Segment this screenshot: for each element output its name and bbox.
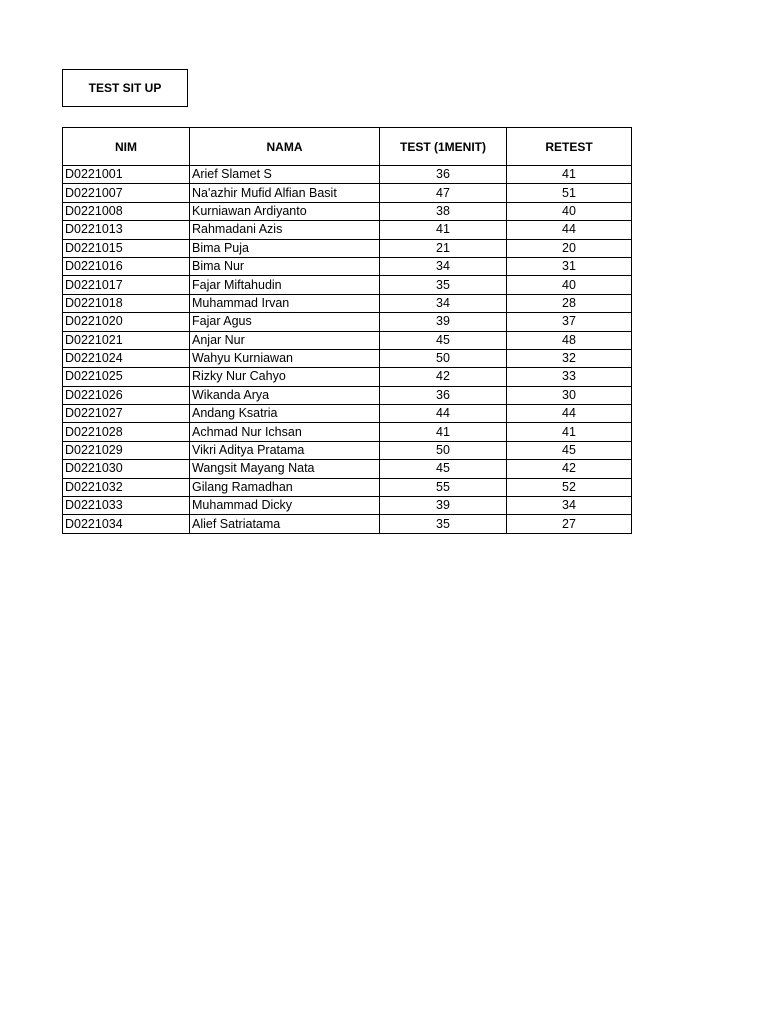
cell-nama: Muhammad Irvan (190, 294, 380, 312)
cell-nim: D0221028 (63, 423, 190, 441)
table-row (63, 386, 632, 404)
cell-test: 41 (380, 221, 507, 239)
cell-nim: D0221017 (63, 276, 190, 294)
cell-nama: Bima Nur (190, 257, 380, 275)
cell-nama: Gilang Ramadhan (190, 478, 380, 496)
cell-nim: D0221013 (63, 221, 190, 239)
cell-test: 38 (380, 202, 507, 220)
cell-nama: Bima Puja (190, 239, 380, 257)
cell-nama: Andang Ksatria (190, 405, 380, 423)
table-row (63, 257, 632, 275)
cell-test: 50 (380, 441, 507, 459)
cell-nama: Na'azhir Mufid Alfian Basit (190, 184, 380, 202)
table-row (63, 423, 632, 441)
table-row (63, 497, 632, 515)
cell-test: 44 (380, 405, 507, 423)
cell-retest: 37 (507, 313, 632, 331)
cell-retest: 34 (507, 497, 632, 515)
table-row (63, 441, 632, 459)
cell-nama: Kurniawan Ardiyanto (190, 202, 380, 220)
cell-nama: Wahyu Kurniawan (190, 349, 380, 367)
cell-retest: 30 (507, 386, 632, 404)
cell-nim: D0221016 (63, 257, 190, 275)
cell-retest: 45 (507, 441, 632, 459)
cell-nama: Achmad Nur Ichsan (190, 423, 380, 441)
sheet-title: TEST SIT UP (62, 69, 188, 107)
sit-up-results-table (62, 127, 632, 534)
cell-nama: Vikri Aditya Pratama (190, 441, 380, 459)
cell-retest: 31 (507, 257, 632, 275)
cell-nama: Muhammad Dicky (190, 497, 380, 515)
cell-nama: Wikanda Arya (190, 386, 380, 404)
table-row (63, 313, 632, 331)
table-row (63, 405, 632, 423)
cell-nim: D0221026 (63, 386, 190, 404)
cell-nim: D0221032 (63, 478, 190, 496)
cell-test: 39 (380, 497, 507, 515)
table-row (63, 166, 632, 184)
cell-retest: 33 (507, 368, 632, 386)
cell-nim: D0221007 (63, 184, 190, 202)
cell-retest: 44 (507, 405, 632, 423)
table-row (63, 276, 632, 294)
cell-test: 55 (380, 478, 507, 496)
cell-retest: 40 (507, 276, 632, 294)
column-header-retest: RETEST (507, 128, 632, 166)
cell-nim: D0221001 (63, 166, 190, 184)
table-row (63, 331, 632, 349)
cell-retest: 41 (507, 166, 632, 184)
table-row (63, 515, 632, 533)
table-header-row (63, 128, 632, 166)
cell-retest: 44 (507, 221, 632, 239)
cell-retest: 42 (507, 460, 632, 478)
cell-nim: D0221033 (63, 497, 190, 515)
table-row (63, 221, 632, 239)
cell-retest: 48 (507, 331, 632, 349)
cell-nim: D0221027 (63, 405, 190, 423)
cell-nim: D0221008 (63, 202, 190, 220)
table-row (63, 184, 632, 202)
cell-test: 41 (380, 423, 507, 441)
cell-nim: D0221024 (63, 349, 190, 367)
cell-nim: D0221021 (63, 331, 190, 349)
cell-test: 21 (380, 239, 507, 257)
table-body (63, 166, 632, 534)
column-header-nim: NIM (63, 128, 190, 166)
cell-nim: D0221030 (63, 460, 190, 478)
cell-test: 35 (380, 515, 507, 533)
cell-test: 50 (380, 349, 507, 367)
cell-retest: 28 (507, 294, 632, 312)
cell-test: 45 (380, 331, 507, 349)
cell-nama: Rizky Nur Cahyo (190, 368, 380, 386)
cell-nim: D0221018 (63, 294, 190, 312)
cell-retest: 32 (507, 349, 632, 367)
cell-nim: D0221025 (63, 368, 190, 386)
cell-test: 36 (380, 166, 507, 184)
cell-nim: D0221020 (63, 313, 190, 331)
cell-retest: 40 (507, 202, 632, 220)
cell-retest: 52 (507, 478, 632, 496)
cell-test: 34 (380, 294, 507, 312)
cell-test: 39 (380, 313, 507, 331)
table-row (63, 478, 632, 496)
cell-nama: Anjar Nur (190, 331, 380, 349)
cell-nim: D0221015 (63, 239, 190, 257)
column-header-test: TEST (1MENIT) (380, 128, 507, 166)
cell-test: 35 (380, 276, 507, 294)
cell-nama: Rahmadani Azis (190, 221, 380, 239)
table-row (63, 294, 632, 312)
cell-nama: Alief Satriatama (190, 515, 380, 533)
cell-test: 34 (380, 257, 507, 275)
cell-nama: Fajar Miftahudin (190, 276, 380, 294)
cell-retest: 41 (507, 423, 632, 441)
table-row (63, 460, 632, 478)
table-row (63, 368, 632, 386)
cell-retest: 20 (507, 239, 632, 257)
table-row (63, 349, 632, 367)
column-header-nama: NAMA (190, 128, 380, 166)
cell-retest: 27 (507, 515, 632, 533)
cell-test: 36 (380, 386, 507, 404)
table-row (63, 202, 632, 220)
table-row (63, 239, 632, 257)
cell-nama: Arief Slamet S (190, 166, 380, 184)
cell-test: 42 (380, 368, 507, 386)
cell-retest: 51 (507, 184, 632, 202)
cell-nama: Fajar Agus (190, 313, 380, 331)
cell-test: 45 (380, 460, 507, 478)
cell-nim: D0221034 (63, 515, 190, 533)
cell-nama: Wangsit Mayang Nata (190, 460, 380, 478)
cell-test: 47 (380, 184, 507, 202)
cell-nim: D0221029 (63, 441, 190, 459)
